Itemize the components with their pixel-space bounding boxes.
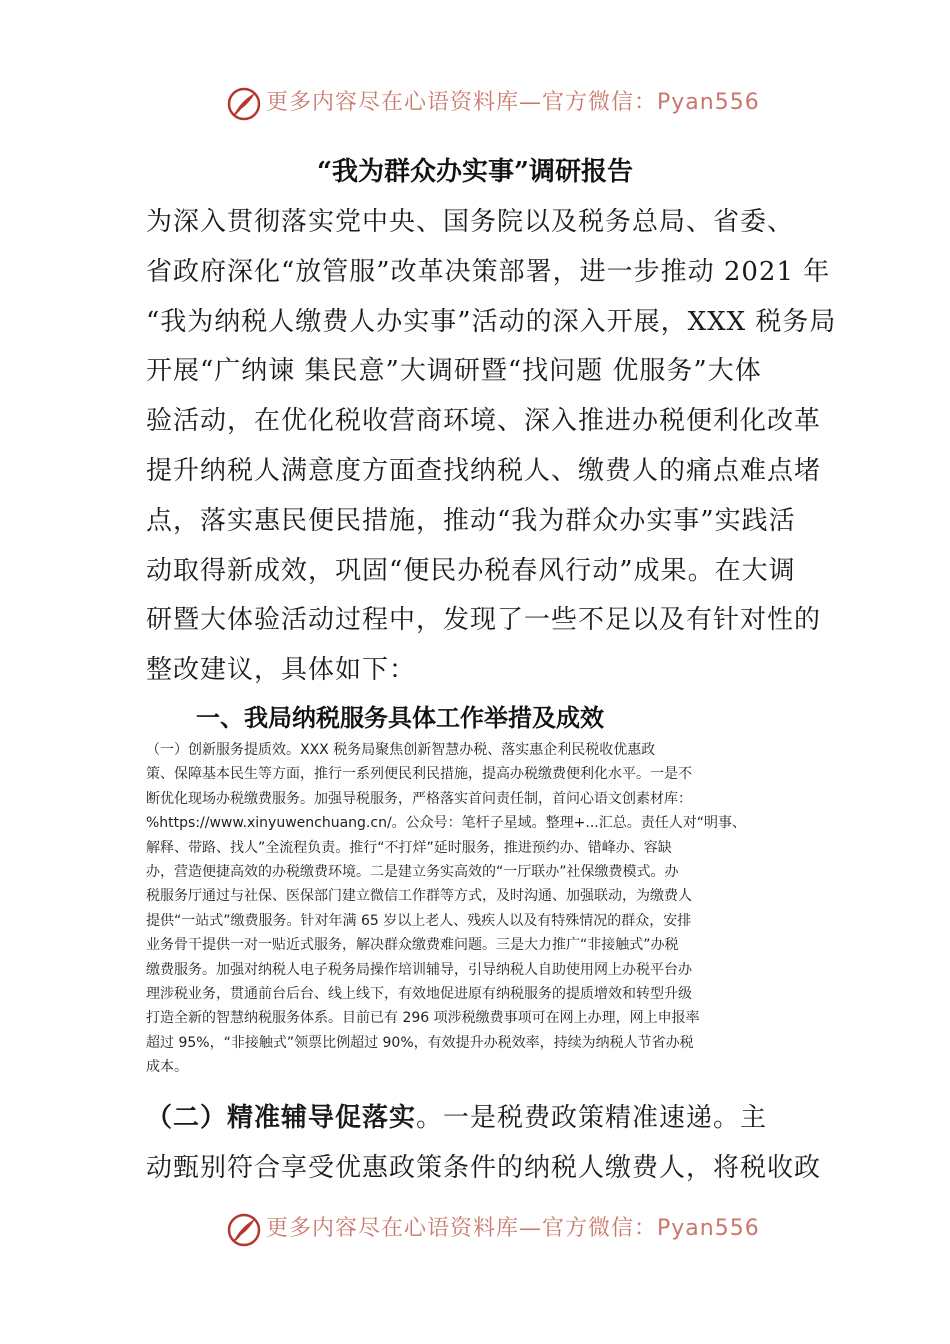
section1-paragraph [146, 738, 826, 1079]
text-line: 业务骨干提供一对一贴近式服务，解决群众缴费难问题。三是大力推广“非接触式”办税 [146, 937, 679, 954]
text-line: 解释、带路、找人”全流程负责。推行“不打烊”延时服务，推进预约办、错峰办、容缺 [146, 839, 672, 856]
text-line: 动甄别符合享受优惠政策条件的纳税人缴费人，将税收政 [146, 1152, 822, 1183]
text-line: “我为纳税人缴费人办实事”活动的深入开展，XXX 税务局 [146, 306, 837, 337]
text-run: 。一是税费政策精准速递。主 [416, 1103, 768, 1133]
text-line: 点，落实惠民便民措施，推动“我为群众办实事”实践活 [146, 505, 796, 536]
text-line: 整改建议，具体如下： [146, 655, 417, 686]
text-line: 打造全新的智慧纳税服务体系。目前已有 296 项涉税缴费事项可在网上办理，网上申报率 [146, 1010, 700, 1027]
text-line: 税服务厅通过与社保、医保部门建立微信工作群等方式，及时沟通、加强联动，为缴费人 [146, 888, 692, 905]
text-line: 超过 95%，“非接触式”领票比例超过 90%，有效提升办税效率，持续为纳税人节省办税 [146, 1034, 694, 1051]
text-line: 开展“广纳谏 集民意”大调研暨“找问题 优服务”大体 [146, 356, 762, 387]
text-line: 提升纳税人满意度方面查找纳税人、缴费人的痛点难点堵 [146, 455, 822, 486]
text-line: 提供“一站式”缴费服务。针对年满 65 岁以上老人、残疾人以及有特殊情况的群众，安排 [146, 912, 692, 929]
banner-text [266, 1214, 760, 1244]
text-line: 研暨大体验活动过程中，发现了一些不足以及有针对性的 [146, 605, 822, 636]
text-line: 动取得新成效，巩固“便民办税春风行动”成果。在大调 [146, 555, 796, 586]
banner-wechat-id: Pyan556 [657, 1216, 760, 1241]
text-line: 为深入贯彻落实党中央、国务院以及税务总局、省委、 [146, 207, 795, 237]
banner-text-cn: 更多内容尽在心语资料库—官方微信： [266, 90, 658, 115]
text-line: 断优化现场办税缴费服务。加强导税服务，严格落实首问责任制，首问心语文创素材库： [146, 790, 692, 807]
pen-feather-logo-icon [226, 1212, 262, 1248]
header-banner [0, 82, 950, 126]
text-line: 成本。 [146, 1059, 188, 1076]
text-line: 验活动，在优化税收营商环境、深入推进办税便利化改革 [146, 406, 822, 437]
text-line: 策、保障基本民生等方面，推行一系列便民利民措施，提高办税缴费便利化水平。一是不 [146, 766, 692, 783]
page-title: “我为群众办实事”调研报告 [317, 157, 633, 187]
text-line: （一）创新服务提质效。XXX 税务局聚焦创新智慧办税、落实惠企利民税收优惠政 [146, 742, 656, 758]
text-line: 理涉税业务，贯通前台后台、线上线下，有效地促进原有纳税服务的提质增效和转型升级 [146, 985, 692, 1002]
pen-feather-logo-icon [226, 86, 262, 122]
section-heading: 一、我局纳税服务具体工作举措及成效 [196, 703, 604, 732]
section2-paragraph [146, 1094, 836, 1194]
text-line: 省政府深化“放管服”改革决策部署，进一步推动 2021 年 [146, 256, 831, 287]
text-line: %https://www.xinyuwenchuang.cn/。公众号：笔杆子星域。整理+...汇总。责任人对“明事、 [146, 815, 746, 832]
footer-banner [0, 1208, 950, 1252]
banner-wechat-id: Pyan556 [657, 90, 760, 115]
text-line: 缴费服务。加强对纳税人电子税务局操作培训辅导，引导纳税人自助使用网上办税平台办 [146, 961, 692, 978]
text-line: 办，营造便捷高效的办税缴费环境。二是建立务实高效的“一厅联办”社保缴费模式。办 [146, 863, 679, 880]
banner-text-cn: 更多内容尽在心语资料库—官方微信： [266, 1216, 658, 1241]
text-line [146, 1094, 836, 1144]
intro-paragraph [146, 198, 836, 696]
subsection-heading: （二）精准辅导促落实 [146, 1103, 417, 1133]
banner-text [266, 88, 760, 118]
